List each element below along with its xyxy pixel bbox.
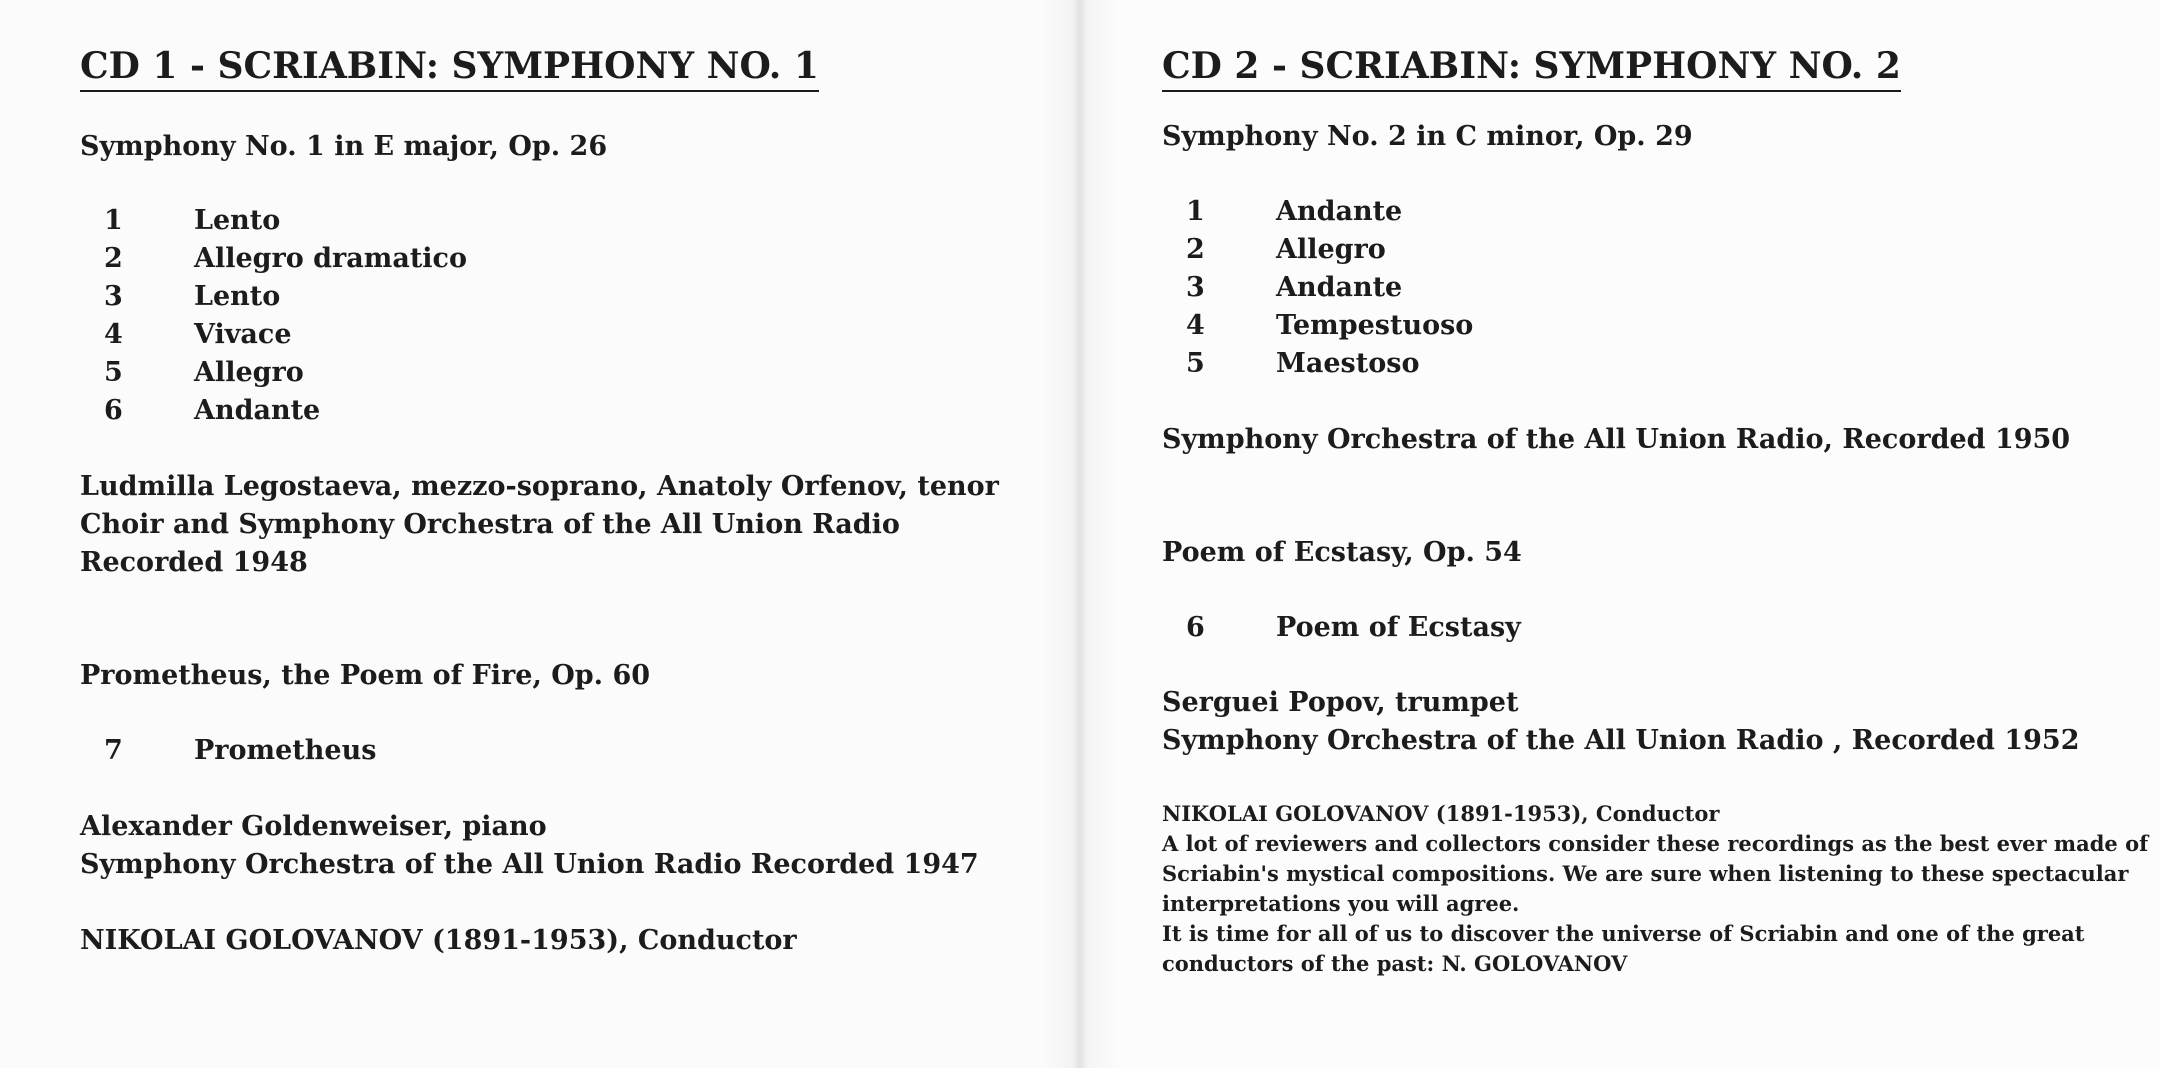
cd1-work1-performers-line-2: Choir and Symphony Orchestra of the All Union Radio <box>80 509 900 540</box>
track-number: 5 <box>104 357 123 388</box>
cd1-conductor: NIKOLAI GOLOVANOV (1891-1953), Conductor <box>80 925 797 956</box>
track-number: 5 <box>1186 348 1205 379</box>
liner-notes-line: conductors of the past: N. GOLOVANOV <box>1162 951 1628 976</box>
track-number: 6 <box>104 395 123 426</box>
cd2-heading: CD 2 - SCRIABIN: SYMPHONY NO. 2 <box>1162 44 1901 92</box>
track-title: Lento <box>194 205 281 236</box>
track-title: Allegro dramatico <box>194 243 467 274</box>
track-number: 2 <box>104 243 123 274</box>
track-title: Allegro <box>194 357 304 388</box>
track-title: Andante <box>1276 196 1403 227</box>
track-title: Lento <box>194 281 281 312</box>
cd1-work2-performers-line-2: Symphony Orchestra of the All Union Radio Recorded 1947 <box>80 849 979 880</box>
track-number: 4 <box>1186 310 1205 341</box>
cd1-work1-title: Symphony No. 1 in E major, Op. 26 <box>80 131 608 162</box>
cd2-work2-performers-line-2: Symphony Orchestra of the All Union Radio , Recorded 1952 <box>1162 725 2080 756</box>
track-number: 3 <box>1186 272 1205 303</box>
cd1-work1-recorded-line: Recorded 1948 <box>80 547 308 578</box>
track-number: 4 <box>104 319 123 350</box>
track-title: Andante <box>1276 272 1403 303</box>
cd1-work2-title: Prometheus, the Poem of Fire, Op. 60 <box>80 660 651 691</box>
cd2-work2-performers-line-1: Serguei Popov, trumpet <box>1162 687 1519 718</box>
cd2-work1-performers: Symphony Orchestra of the All Union Radio, Recorded 1950 <box>1162 424 2071 455</box>
cd1-work1-performers-line-1: Ludmilla Legostaeva, mezzo-soprano, Anatoly Orfenov, tenor <box>80 471 999 502</box>
cd2-liner-notes <box>1162 799 2148 979</box>
liner-notes-line: interpretations you will agree. <box>1162 891 1520 916</box>
track-title: Poem of Ecstasy <box>1276 612 1521 643</box>
track-number: 6 <box>1186 612 1205 643</box>
track-number: 3 <box>104 281 123 312</box>
liner-notes-line: A lot of reviewers and collectors consider these recordings as the best ever made of <box>1162 831 2149 856</box>
track-number: 1 <box>1186 196 1205 227</box>
track-title: Tempestuoso <box>1276 310 1474 341</box>
page-fold-shadow <box>1040 0 1120 1068</box>
cd1-work2-performers-line-1: Alexander Goldenweiser, piano <box>80 811 547 842</box>
cd2-work1-title: Symphony No. 2 in C minor, Op. 29 <box>1162 121 1693 152</box>
liner-notes-conductor: NIKOLAI GOLOVANOV (1891-1953), Conductor <box>1162 801 1720 826</box>
liner-notes-line: Scriabin's mystical compositions. We are sure when listening to these spectacular <box>1162 861 2129 886</box>
track-number: 7 <box>104 735 123 766</box>
track-title: Vivace <box>194 319 292 350</box>
track-title: Andante <box>194 395 321 426</box>
cd1-heading: CD 1 - SCRIABIN: SYMPHONY NO. 1 <box>80 44 819 92</box>
track-title: Maestoso <box>1276 348 1420 379</box>
cd2-work2-title: Poem of Ecstasy, Op. 54 <box>1162 537 1522 568</box>
track-title: Prometheus <box>194 735 377 766</box>
liner-notes-line: It is time for all of us to discover the universe of Scriabin and one of the great <box>1162 921 2085 946</box>
track-number: 1 <box>104 205 123 236</box>
track-number: 2 <box>1186 234 1205 265</box>
track-title: Allegro <box>1276 234 1386 265</box>
